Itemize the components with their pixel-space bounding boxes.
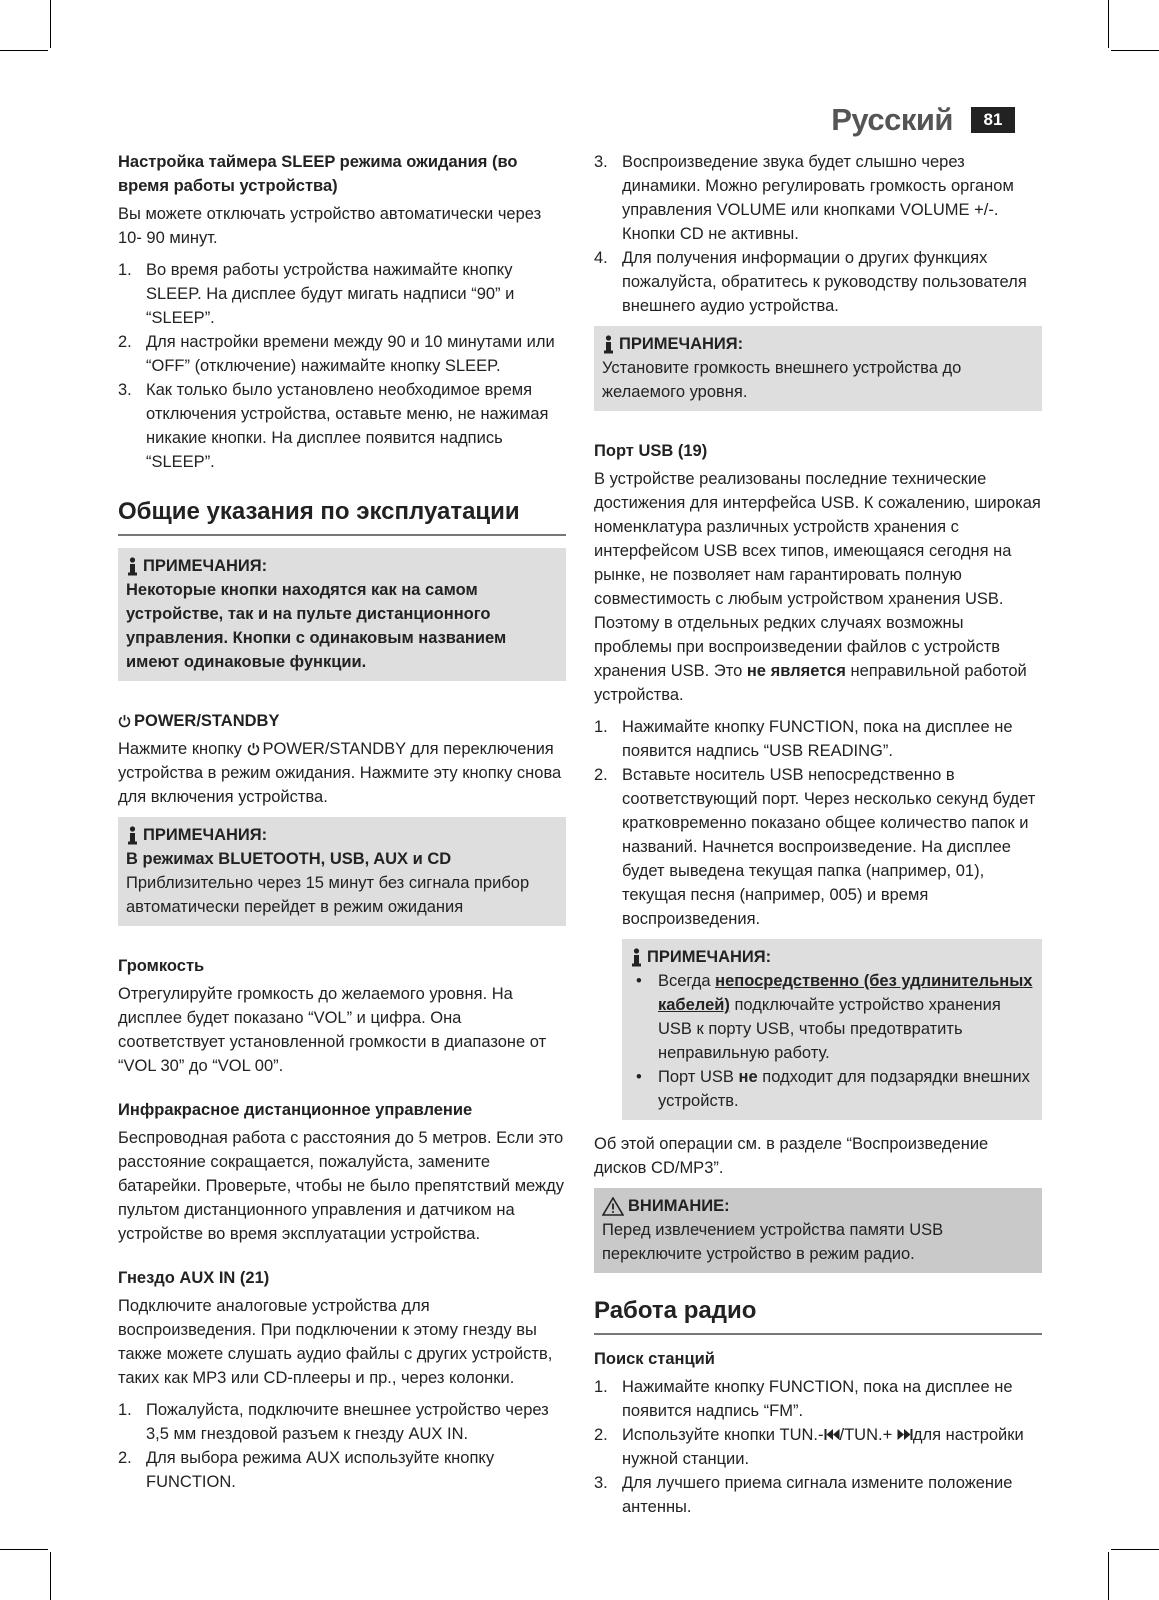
- usb-note: [622, 939, 1042, 1120]
- list-item: 1. Нажимайте кнопку FUNCTION, пока на дисплее не появится надпись “FM”.: [594, 1378, 1013, 1420]
- power-note-text: Приблизительно через 15 минут без сигнала прибор автоматически перейдет в режим ожидания: [126, 874, 530, 916]
- power-title: POWER/STANDBY: [118, 709, 566, 733]
- info-icon: [602, 335, 615, 354]
- list-item: 1. Во время работы устройства нажимайте кнопку SLEEP. На дисплее будут мигать надписи “90” и “SLEEP”.: [118, 261, 515, 327]
- warning-icon: [602, 1197, 624, 1216]
- aux-steps-continued: [594, 150, 1042, 318]
- list-item: 4. Для получения информации о других функциях пожалуйста, обратитесь к руководству пользователя внешнего аудио устройства.: [594, 249, 1027, 315]
- language-title: Русский: [831, 102, 953, 137]
- power-icon: [118, 714, 131, 728]
- usb-title: Порт USB (19): [594, 442, 708, 460]
- crop-mark: [50, 1552, 51, 1600]
- usb-warning: [594, 1188, 1042, 1273]
- volume-text: Отрегулируйте громкость до желаемого уровня. На дисплее будет показано “VOL” и цифра. Она соответствует установленной громкости в диапазоне от “VOL 30” до “VOL 00”.: [118, 985, 547, 1075]
- aux-note-text: Установите громкость внешнего устройства до желаемого уровня.: [602, 359, 962, 401]
- crop-mark: [1108, 0, 1109, 48]
- usb-text: В устройстве реализованы последние технические достижения для интерфейса USB. К сожалению, широкая номенклатура различных устройств хранения с интерфейсом USB всех типов, имеющаяся сегодня на рынке, не позволяет нам гарантировать полную совместимость с любым устройством хранения USB. Поэтому в отдельных редких случаях возможны проблемы при воспроизведении файлов с устройств хранения USB. Это не является неправильной работой устройства.: [594, 470, 1041, 704]
- left-column: [118, 150, 566, 1494]
- ir-text: Беспроводная работа с расстояния до 5 метров. Если это расстояние сокращается, пожалуйста, замените батарейки. Проверьте, чтобы не было препятствий между пультом дистанционного управления и датчиком на устройстве во время эксплуатации устройства.: [118, 1129, 564, 1243]
- page-header: [831, 102, 1015, 138]
- list-item: 2. Для настройки времени между 90 и 10 минутами или “OFF” (отключение) нажимайте кнопку SLEEP.: [118, 333, 555, 375]
- general-title: Общие указания по эксплуатации: [118, 498, 566, 536]
- right-column: [594, 150, 1042, 1519]
- aux-steps: [118, 1398, 566, 1494]
- list-item: 1. Нажимайте кнопку FUNCTION, пока на дисплее не появится надпись “USB READING”.: [594, 718, 1013, 760]
- skip-back-icon: [824, 1428, 840, 1441]
- radio-search-title: Поиск станций: [594, 1350, 715, 1368]
- crop-mark: [0, 1549, 48, 1550]
- power-icon: [247, 742, 260, 756]
- ir-title: Инфракрасное дистанционное управление: [118, 1101, 473, 1119]
- usb-note-bullets: [630, 969, 1034, 1113]
- aux-note: [594, 326, 1042, 411]
- list-item: 3. Для лучшего приема сигнала измените положение антенны.: [594, 1474, 1013, 1516]
- note-title: ПРИМЕЧАНИЯ:: [647, 948, 772, 966]
- list-item: 3. Как только было установлено необходимое время отключения устройства, оставьте меню, не нажимая никакие кнопки. На дисплее появится надпись “SLEEP”.: [118, 381, 549, 471]
- warning-title: ВНИМАНИЕ:: [628, 1197, 730, 1215]
- sleep-intro: Вы можете отключать устройство автоматически через 10- 90 минут.: [118, 205, 542, 247]
- note-title: ПРИМЕЧАНИЯ:: [143, 826, 268, 844]
- crop-mark: [1111, 1549, 1159, 1550]
- info-icon: [630, 948, 643, 967]
- list-item: 2. Вставьте носитель USB непосредственно в соответствующий порт. Через несколько секунд будет кратковременно показано общее количество папок и названий. Начнется воспроизведение. На дисплее будет выведена текущая папка (например, 01), текущая песня (например, 005) и время воспроизведения.: [594, 766, 1036, 928]
- crop-mark: [0, 50, 48, 51]
- crop-mark: [1108, 1552, 1109, 1600]
- sleep-title: Настройка таймера SLEEP режима ожидания (во время работы устройства): [118, 153, 518, 195]
- general-note: [118, 548, 566, 681]
- power-note: [118, 817, 566, 926]
- page-number: 81: [971, 107, 1015, 133]
- crop-mark: [1111, 50, 1159, 51]
- usb-after-text: Об этой операции см. в разделе “Воспроизведение дисков CD/MP3”.: [594, 1135, 989, 1177]
- list-item: 1. Пожалуйста, подключите внешнее устройство через 3,5 мм гнездовой разъем к гнезду AUX IN.: [118, 1401, 549, 1443]
- info-icon: [126, 557, 139, 576]
- note-title: ПРИМЕЧАНИЯ:: [619, 335, 744, 353]
- aux-title: Гнездо AUX IN (21): [118, 1269, 270, 1287]
- skip-forward-icon: [897, 1428, 913, 1441]
- volume-title: Громкость: [118, 957, 205, 975]
- power-text: Нажмите кнопку POWER/STANDBY для переключения устройства в режим ожидания. Нажмите эту кнопку снова для включения устройства.: [118, 740, 562, 806]
- power-note-sub: В режимах BLUETOOTH, USB, AUX и CD: [126, 850, 452, 868]
- usb-steps: [594, 715, 1042, 931]
- info-icon: [126, 826, 139, 845]
- list-item: 3. Воспроизведение звука будет слышно через динамики. Можно регулировать громкость органом управления VOLUME или кнопками VOLUME +/-. Кнопки CD не активны.: [594, 153, 1014, 243]
- aux-text: Подключите аналоговые устройства для воспроизведения. При подключении к этому гнезду вы также можете слушать аудио файлы с других устройств, таких как MP3 или CD-плееры и пр., через колонки.: [118, 1297, 553, 1387]
- crop-mark: [50, 0, 51, 48]
- radio-steps: [594, 1375, 1042, 1519]
- list-item: 2. Используйте кнопки TUN.- /TUN.+ для настройки нужной станции.: [594, 1426, 1024, 1468]
- usb-warning-text: Перед извлечением устройства памяти USB переключите устройство в режим радио.: [602, 1221, 944, 1263]
- general-note-text: Некоторые кнопки находятся как на самом устройстве, так и на пульте дистанционного управления. Кнопки с одинаковым названием имеют одинаковые функции.: [126, 581, 507, 671]
- sleep-steps: [118, 258, 566, 474]
- list-item: • Всегда непосредственно (без удлинительных кабелей) подключайте устройство хранения USB к порту USB, чтобы предотвратить неправильную работу.: [636, 972, 1033, 1062]
- note-title: ПРИМЕЧАНИЯ:: [143, 557, 268, 575]
- radio-title: Работа радио: [594, 1297, 1042, 1335]
- list-item: 2. Для выбора режима AUX используйте кнопку FUNCTION.: [118, 1449, 495, 1491]
- list-item: • Порт USB не подходит для подзарядки внешних устройств.: [636, 1068, 1030, 1110]
